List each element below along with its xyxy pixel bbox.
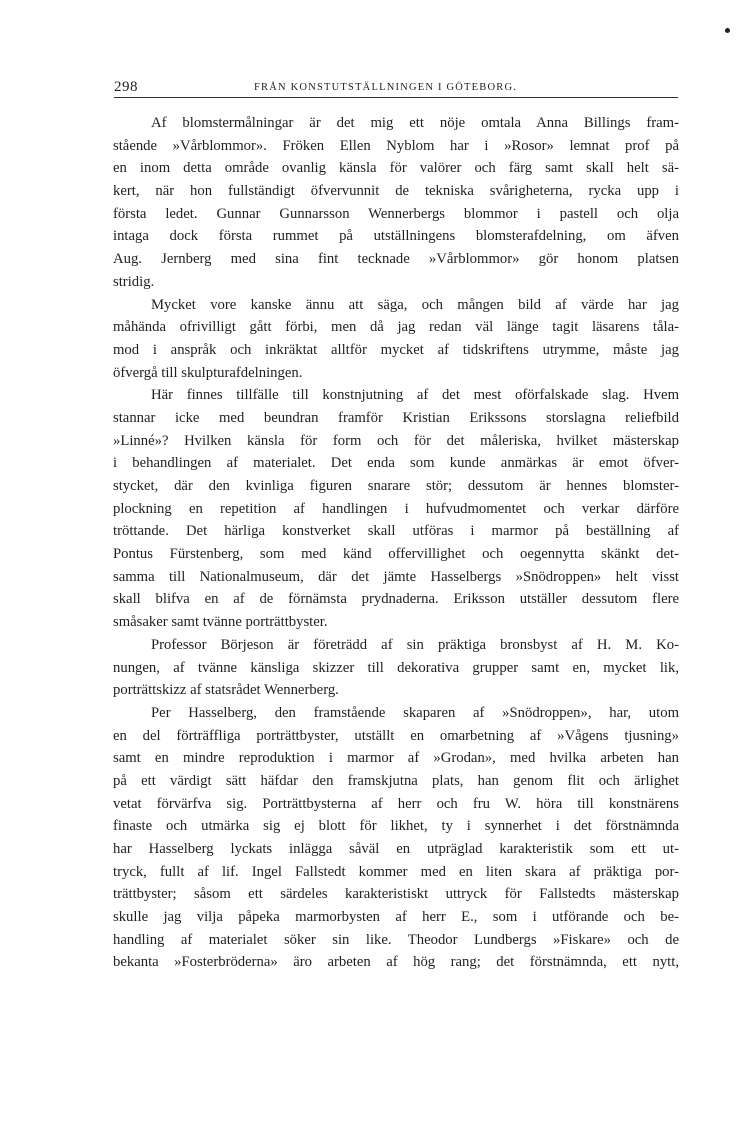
text-line: tryck, fullt af lif. Ingel Fallstedt kommer med en liten skara af präktiga por- <box>113 863 679 880</box>
text-line: nungen, af tvänne känsliga skizzer till dekorativa grupper samt en, mycket lik, <box>113 659 679 676</box>
text-line: trättbyster; såsom ett särdeles karakteristiskt uttryck för Fallstedts mästerskap <box>113 886 679 903</box>
text-line: öfvergå till skulpturafdelningen. <box>113 364 303 381</box>
page-number: 298 <box>114 79 138 95</box>
text-line: Här finnes tillfälle till konstnjutning af det mest oförfalskade slag. Hvem <box>151 387 679 404</box>
text-line: måhända ofrivilligt gått förbi, men då jag redan väl länge tagit läsarens tåla- <box>113 319 679 336</box>
text-line: skall blifva en af de förnämsta prydnaderna. Eriksson utställer dessutom flere <box>113 591 679 608</box>
text-line: Professor Börjeson är företrädd af sin präktiga bronsbyst af H. M. Ko- <box>151 636 679 653</box>
text-line: en inom detta område ovanlig känsla för valörer och färg samt skall helt sä- <box>113 160 679 177</box>
text-line: finaste och utmärka sig ej blott för likhet, ty i synnerhet i det förstnämnda <box>113 818 679 835</box>
text-line: Aug. Jernberg med sina fint tecknade »Vårblommor» gör honom platsen <box>113 251 679 268</box>
text-line: porträttskizz af statsrådet Wennerberg. <box>113 682 339 699</box>
text-line: i behandlingen af materialet. Det enda som kunde anmärkas är emot öfver- <box>113 455 679 472</box>
text-line: Af blomstermålningar är det mig ett nöje omtala Anna Billings fram- <box>151 115 679 131</box>
text-line: kert, när hon fullständigt öfvervunnit de tekniska svårigheterna, rycka upp i <box>113 183 679 200</box>
page-header <box>114 79 678 98</box>
text-line: stycket, där den kvinliga figuren snarare stör; dessutom är hennes blomster- <box>113 478 679 494</box>
text-line: »Linné»? Hvilken känsla för form och för det måleriska, hvilket mästerskap <box>113 432 679 449</box>
text-line: plockning en repetition af handlingen i hufvudmomentet och verkar därföre <box>113 500 679 517</box>
text-line: småsaker samt tvänne porträttbyster. <box>113 614 328 631</box>
text-line: Mycket vore kanske ännu att säga, och mången bild af värde har jag <box>151 296 679 313</box>
ink-dot <box>725 28 730 33</box>
text-line: skulle jag vilja påpeka marmorbysten af herr E., som i utförande och be- <box>113 909 679 926</box>
body-text <box>113 112 679 974</box>
running-title: FRÅN KONSTUTSTÄLLNINGEN I GÖTEBORG. <box>254 82 518 93</box>
text-line: intaga dock första rummet på utställningens blomsterafdelning, om äfven <box>113 228 679 245</box>
text-line: stridig. <box>113 273 155 290</box>
text-line: samt en mindre reproduktion i marmor af »Grodan», med hvilka arbeten han <box>113 750 679 767</box>
text-line: har Hasselberg lyckats inlägga såväl en utpräglad karakteristik som ett ut- <box>113 841 679 857</box>
text-line: samma till Nationalmuseum, där det jämte Hasselbergs »Snödroppen» helt visst <box>113 568 679 585</box>
text-line: vetat förvärfva sig. Porträttbysterna af herr och fru W. höra till konstnärens <box>113 795 679 812</box>
text-line: på ett värdigt sätt häfdar den framskjutna plats, han genom flit och ärlighet <box>113 772 679 789</box>
text-line: bekanta »Fosterbröderna» äro arbeten af hög rang; det förstnämnda, ett nytt, <box>113 954 679 971</box>
text-line: Pontus Fürstenberg, som med känd offervillighet och oegennytta skänkt det- <box>113 546 679 563</box>
text-line: första ledet. Gunnar Gunnarsson Wennerbergs blommor i pastell och olja <box>113 205 679 222</box>
text-line: Per Hasselberg, den framstående skaparen af »Snödroppen», har, utom <box>151 704 679 721</box>
text-line: stannar icke med beundran framför Kristian Erikssons storslagna reliefbild <box>113 409 679 426</box>
text-line: mod i anspråk och inkräktat alltför mycket af tidskriftens utrymme, måste jag <box>113 341 679 358</box>
text-line: en del förträffliga porträttbyster, utställt en omarbetning af »Vågens tjusning» <box>113 727 679 744</box>
text-line: handling af materialet söker sin like. Theodor Lundbergs »Fiskare» och de <box>113 931 679 948</box>
text-line: stående »Vårblommor». Fröken Ellen Nyblom har i »Rosor» lemnat prof på <box>113 137 679 154</box>
text-line: tröttande. Det härliga konstverket skall utföras i marmor på beställning af <box>113 523 679 540</box>
